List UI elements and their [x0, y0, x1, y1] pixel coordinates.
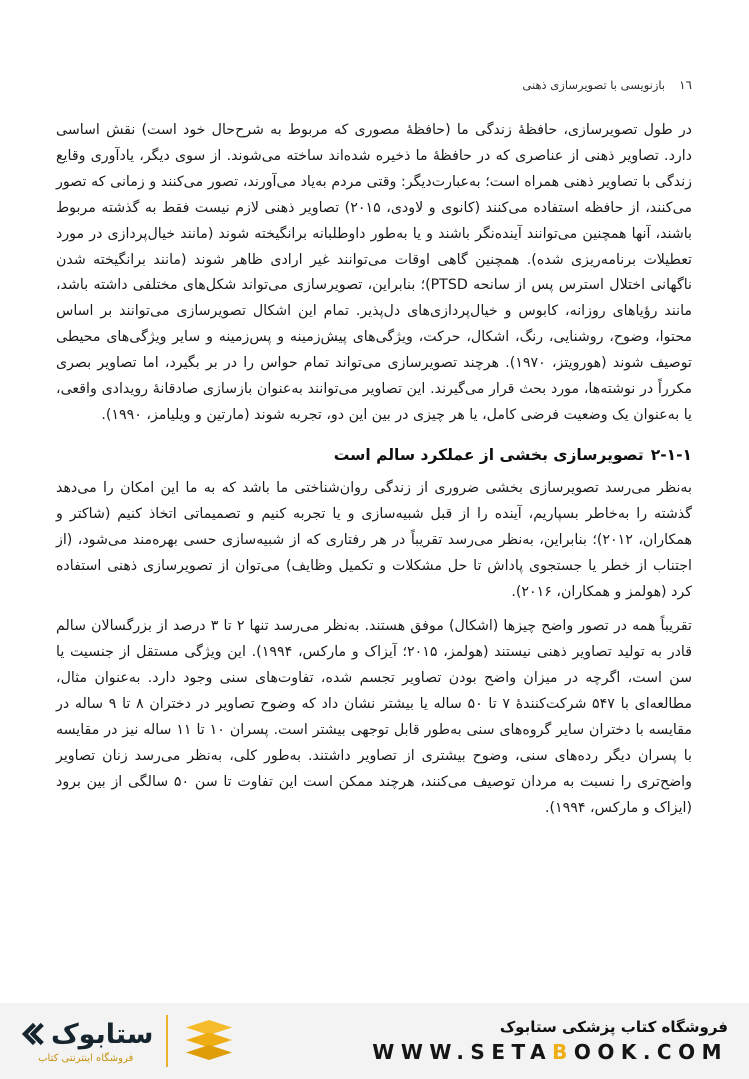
- section-title: تصویرسازی بخشی از عملکرد سالم است: [333, 445, 644, 464]
- body-paragraph-1: در طول تصویرسازی، حافظهٔ زندگی ما (حافظهٔ مصوری که مربوط به شرح‌حال خود است) نقش اساسی دارد. تصاویر ذهنی از عناصری که در حافظهٔ ما ذخیره شده‌اند ساخته می‌شوند. از سوی دیگر، یادآوری وقایع زندگی با تصاویر ذهنی همراه است؛ به‌عبارت‌دیگر: وقتی مردم به‌یاد می‌آورند، تصور می‌کنند و زمانی که تصور می‌کنند، از حافظه استفاده می‌کنند (کانوی و لاودی، ۲۰۱۵) تصاویر ذهنی لازم نیست فقط به گذشته مربوط باشند، آنها همچنین می‌توانند آینده‌نگر باشند و یا به‌طور داوطلبانه برانگیخته شوند (مانند خیال‌پردازی در مورد تعطیلات برنامه‌ریزی شده). همچنین گاهی اوقات می‌توانند غیر ارادی ظاهر شوند (مانند برانگیخته شدن ناگهانی اختلال استرس پس از سانحه PTSD)؛ بنابراین، تصویرسازی می‌تواند شکل‌های مختلفی داشته باشد، مانند رؤیاهای روزانه، کابوس و خیال‌پردازی‌های دل‌پذیر. تمام این اشکال تصویرسازی می‌توانند بر اساس محتوا، وضوح، روشنایی، رنگ، اشکال، حرکت، ویژگی‌های پیش‌زمینه و پس‌زمینه و سایر ویژگی‌های محیطی توصیف شوند (هورویتز، ۱۹۷۰). هرچند تصویرسازی می‌تواند تمام حواس را در بر بگیرد، اما تصاویر بصری مکرراً در نوشته‌ها، مورد بحث قرار می‌گیرند. این تصاویر می‌توانند به‌عنوان بازسازی صادقانهٔ رویدادی واقعی، یا به‌عنوان یک وضعیت فرضی کامل، یا هر چیزی در بین این دو، تجربه شوند (مارتین و ویلیامز، ۱۹۹۰).: [56, 122, 692, 423]
- body-paragraph-3: تقریباً همه در تصور واضح چیزها (اشکال) موفق هستند. به‌نظر می‌رسد تنها ۲ تا ۳ درصد از بزرگسالان سالم قادر به تولید تصاویر ذهنی نیستند (هولمز، ۲۰۱۵؛ آیزاک و مارکس، ۱۹۹۴). این ویژگی مستقل از جنسیت یا سن است، اگرچه در میزان واضح بودن تصاویر تجسم شده، تفاوت‌های سنی وجود دارد. به‌عنوان مثال، مطالعه‌ای با ۵۴۷ شرکت‌کنندهٔ ۷ تا ۵۰ ساله یا بیشتر نشان داد که وضوح تصاویر در دختران ۸ تا ۹ ساله در مقایسه با دختران سایر گروه‌های سنی به‌طور قابل توجهی بیشتر است. پسران ۱۰ تا ۱۱ ساله نیز در مقایسه با پسران دیگر رده‌های سنی، وضوح بیشتری از تصاویر داشتند. به‌طور کلی، به‌نظر می‌رسد زنان تصاویر واضح‌تری را نسبت به مردان توصیف می‌کنند، هرچند ممکن است این تفاوت تا سن ۵۰ سالگی از بین برود (ایزاک و مارکس، ۱۹۹۴).: [56, 618, 693, 816]
- running-header: [56, 78, 692, 92]
- double-chevron-left-icon: [18, 1021, 44, 1047]
- footer-text: [372, 1018, 728, 1064]
- section-heading: [56, 446, 692, 464]
- running-title: بازنویسی با تصویرسازی ذهنی: [522, 78, 666, 92]
- setabook-emblem-icon: [181, 1017, 237, 1065]
- website-suffix: OOK.COM: [573, 1040, 728, 1064]
- logo-tagline: فروشگاه اینترنتی کتاب: [38, 1052, 134, 1064]
- website-prefix: WWW.SETA: [372, 1040, 553, 1064]
- body-text: [56, 118, 692, 822]
- footer-divider: [166, 1015, 168, 1067]
- website-url: [372, 1040, 728, 1064]
- website-highlight: B: [552, 1040, 574, 1064]
- logo-wordmark: ستابوک: [51, 1018, 154, 1050]
- page-number: ١٦: [679, 78, 692, 92]
- setabook-logo: [18, 1019, 153, 1064]
- logo-wordmark-row: [18, 1019, 153, 1050]
- footer-banner: [0, 1003, 749, 1079]
- section-number: ۲-۱-۱: [650, 445, 692, 464]
- store-name: فروشگاه کتاب پزشکی ستابوک: [499, 1018, 728, 1036]
- body-paragraph-2: به‌نظر می‌رسد تصویرسازی بخشی ضروری از زندگی روان‌شناختی ما باشد که به ما این امکان را می‌دهد گذشته را به‌خاطر بسپاریم، آینده را از قبل شبیه‌سازی و یا تجربه کنیم و تصمیماتی اتخاذ کنیم (شاکتر و همکاران، ۲۰۱۲)؛ بنابراین، به‌نظر می‌رسد تقریباً در هر رفتاری که از شبیه‌سازی حسی بهره‌مند می‌شود، (از اجتناب از خطر یا جستجوی پاداش تا حل مشکلات و تکمیل وظایف) می‌توان از تصویرسازی ذهنی استفاده کرد (هولمز و همکاران، ۲۰۱۶).: [56, 479, 692, 600]
